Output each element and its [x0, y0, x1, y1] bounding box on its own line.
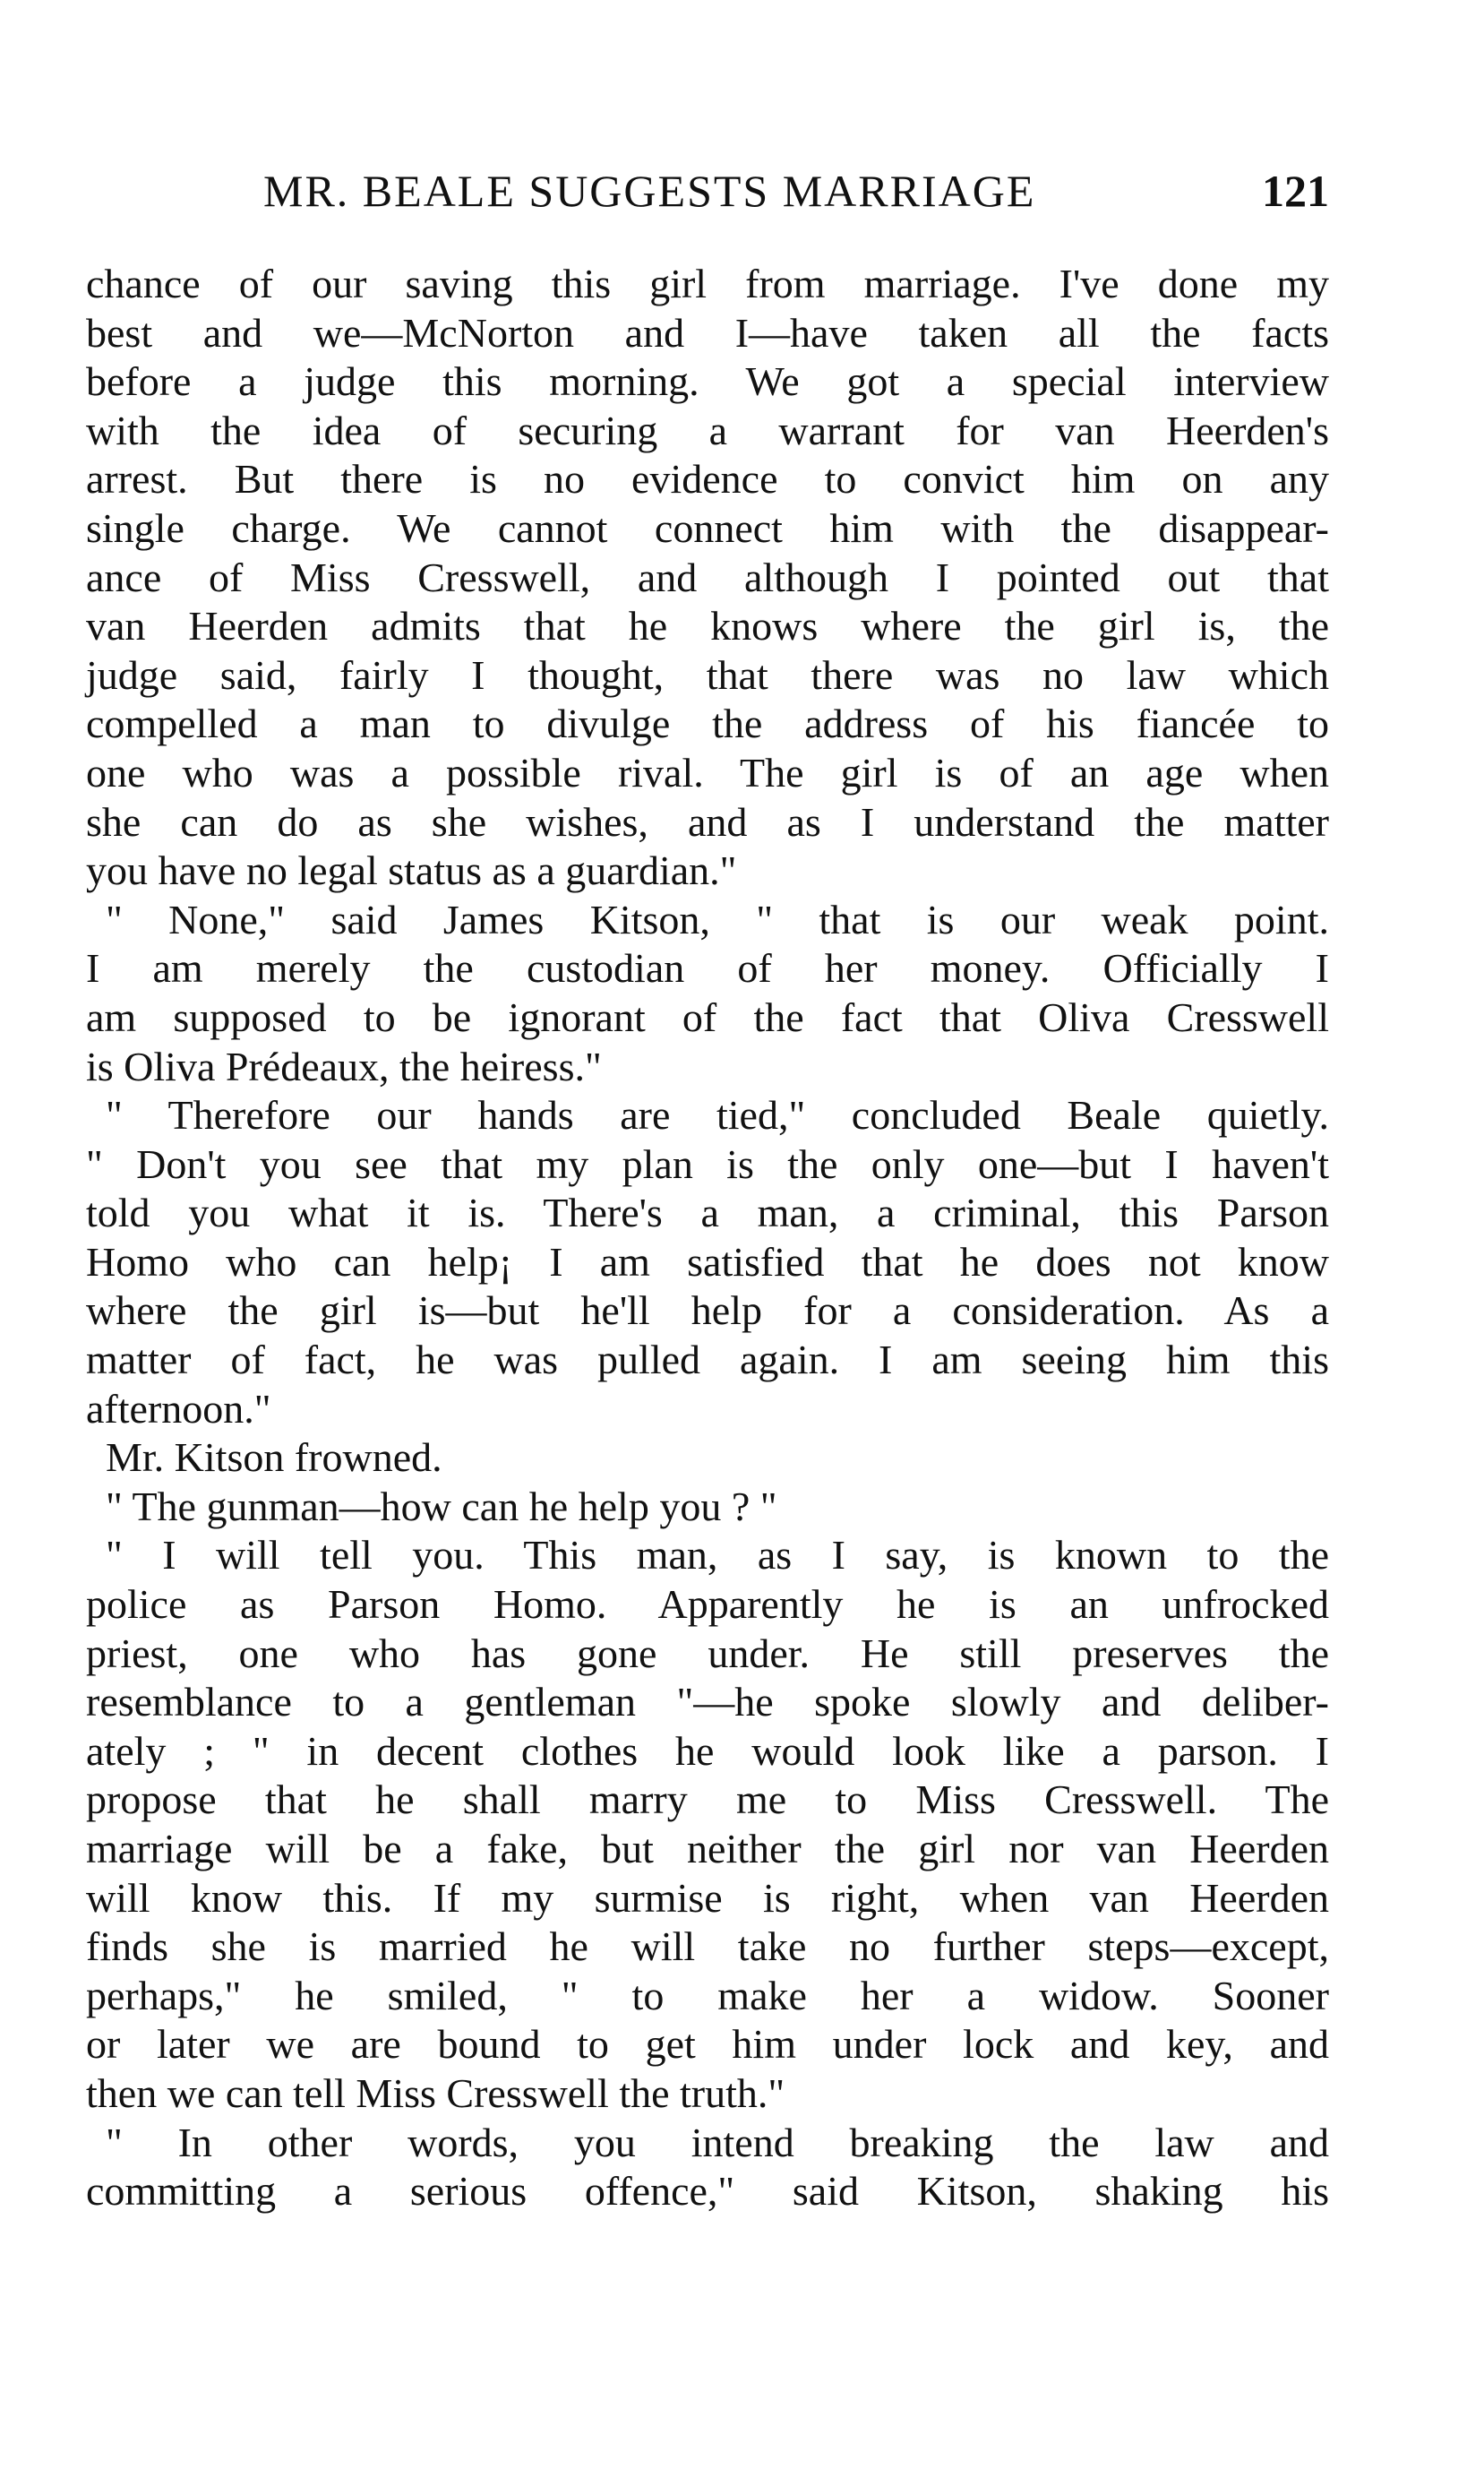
text-line: " The gunman—how can he help you ? " [106, 1483, 777, 1529]
text-line: matter of fact, he was pulled again. I am seeing him this [86, 1337, 1329, 1383]
text-line: then we can tell Miss Cresswell the truth." [86, 2069, 785, 2116]
text-line: committing a serious offence," said Kitson, shaking his [86, 2168, 1329, 2215]
text-line: am supposed to be ignorant of the fact that Oliva Cresswell [86, 994, 1329, 1040]
text-line: compelled a man to divulge the address of his fiancée to [86, 701, 1329, 747]
text-line: judge said, fairly I thought, that there was no law which [86, 651, 1329, 698]
text-line: marriage will be a fake, but neither the girl nor van Heerden [86, 1826, 1329, 1871]
text-line: chance of our saving this girl from marriage. I've done my [86, 261, 1329, 306]
text-line: one who was a possible rival. The girl is of an age when [86, 749, 1329, 796]
text-line: best and we—McNorton and I—have taken all the facts [86, 309, 1329, 356]
text-line: single charge. We cannot connect him with the disappear- [86, 504, 1329, 551]
text-line: before a judge this morning. We got a special interview [86, 358, 1329, 405]
text-line: will know this. If my surmise is right, when van Heerden [86, 1874, 1329, 1921]
body-text [86, 260, 1329, 2216]
text-line: arrest. But there is no evidence to convict him on any [86, 456, 1329, 503]
text-line: Mr. Kitson frowned. [106, 1434, 442, 1481]
running-title: MR. BEALE SUGGESTS MARRIAGE [263, 166, 1036, 216]
page-number: 121 [1262, 166, 1329, 216]
text-line: where the girl is—but he'll help for a consideration. As a [86, 1287, 1329, 1334]
text-line: " Therefore our hands are tied," concluded Beale quietly. [106, 1092, 1329, 1139]
text-line: or later we are bound to get him under lock and key, and [86, 2021, 1329, 2068]
running-head [86, 159, 1329, 222]
text-line: propose that he shall marry me to Miss Cresswell. The [86, 1776, 1329, 1823]
text-line: Homo who can help¡ I am satisfied that he does not know [86, 1238, 1329, 1285]
text-line: you have no legal status as a guardian." [86, 847, 737, 894]
text-line: I am merely the custodian of her money. Officially I [86, 945, 1329, 992]
text-line: perhaps," he smiled, " to make her a widow. Sooner [86, 1972, 1329, 2018]
text-line: ance of Miss Cresswell, and although I pointed out that [86, 554, 1329, 600]
text-line: finds she is married he will take no further steps—except, [86, 1923, 1329, 1970]
text-line: afternoon." [86, 1385, 271, 1432]
text-line: with the idea of securing a warrant for van Heerden's [86, 407, 1329, 453]
text-line: ately ; " in decent clothes he would look like a parson. I [86, 1727, 1329, 1774]
text-line: told you what it is. There's a man, a criminal, this Parson [86, 1190, 1329, 1236]
text-line: " None," said James Kitson, " that is our weak point. [106, 896, 1329, 942]
text-line: resemblance to a gentleman "—he spoke slowly and deliber- [86, 1679, 1329, 1725]
text-line: priest, one who has gone under. He still preserves the [86, 1630, 1329, 1676]
text-line: " In other words, you intend breaking the law and [106, 2119, 1329, 2165]
text-line: police as Parson Homo. Apparently he is an unfrocked [86, 1581, 1329, 1628]
text-line: van Heerden admits that he knows where the girl is, the [86, 603, 1329, 649]
text-line: is Oliva Prédeaux, the heiress." [86, 1043, 602, 1089]
text-line: " Don't you see that my plan is the only one—but I haven't [86, 1140, 1329, 1187]
text-line: " I will tell you. This man, as I say, is known to the [106, 1532, 1329, 1578]
text-line: she can do as she wishes, and as I understand the matter [86, 798, 1329, 845]
